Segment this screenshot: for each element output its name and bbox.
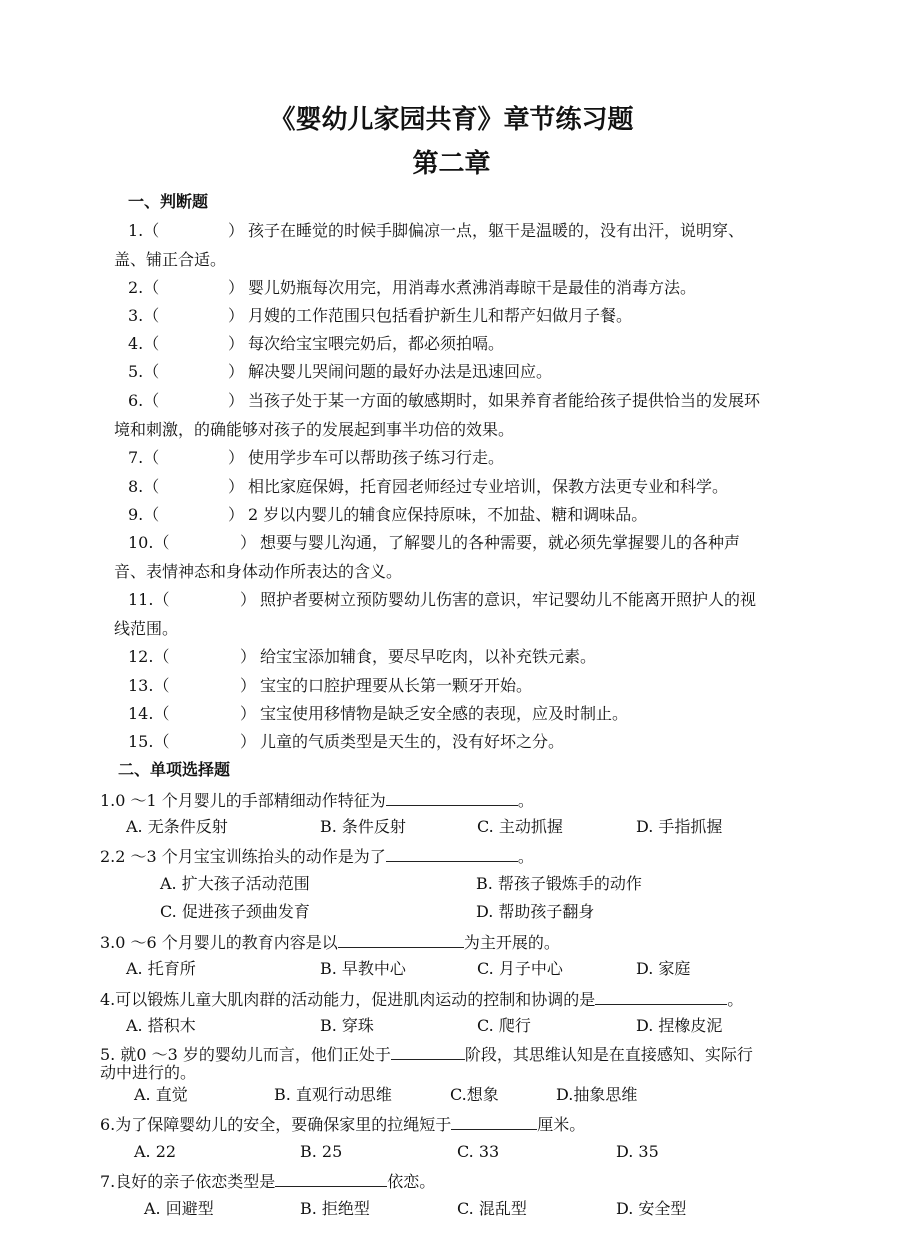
judgment-item xyxy=(128,647,597,667)
option: D. 安全型 xyxy=(616,1199,687,1218)
answer-blank[interactable] xyxy=(391,1043,465,1060)
option: C. 爬行 xyxy=(477,1016,531,1035)
item-text: 给宝宝添加辅食，要尽早吃肉，以补充铁元素。 xyxy=(260,647,597,666)
judgment-item xyxy=(128,505,648,525)
item-number: 11.（ xyxy=(128,590,170,609)
answer-paren: ） xyxy=(228,505,245,524)
option: A. 回避型 xyxy=(144,1199,214,1218)
option: D. 捏橡皮泥 xyxy=(636,1016,723,1035)
option: B. 穿珠 xyxy=(320,1016,374,1035)
option: B. 早教中心 xyxy=(320,959,406,978)
option: C. 混乱型 xyxy=(457,1199,527,1218)
question-text: 5. 就0 ～3 岁的婴幼儿而言，他们正处于 xyxy=(100,1045,391,1064)
answer-paren: ） xyxy=(240,647,257,666)
item-number: 10.（ xyxy=(128,533,170,552)
question-stem xyxy=(100,1043,753,1065)
answer-paren: ） xyxy=(228,448,245,467)
answer-blank[interactable] xyxy=(386,845,518,862)
option: B. 拒绝型 xyxy=(300,1199,370,1218)
question-text: 2.2 ～3 个月宝宝训练抬头的动作是为了 xyxy=(100,847,386,866)
option: A. 直觉 xyxy=(134,1085,188,1104)
question-text: 6.为了保障婴幼儿的安全，要确保家里的拉绳短于 xyxy=(100,1115,452,1134)
question-text-after: 阶段，其思维认知是在直接感知、实际行 xyxy=(464,1045,753,1064)
answer-paren: ） xyxy=(228,391,245,410)
answer-blank[interactable] xyxy=(595,988,727,1005)
item-number: 14.（ xyxy=(128,704,170,723)
item-text: 宝宝使用移情物是缺乏安全感的表现，应及时制止。 xyxy=(260,704,629,723)
answer-paren: ） xyxy=(240,590,257,609)
judgment-item xyxy=(128,221,745,241)
answer-blank[interactable] xyxy=(338,931,464,948)
page-title: 《婴幼儿家园共育》章节练习题 xyxy=(269,105,634,135)
judgment-item xyxy=(128,590,757,610)
option: A. 搭积木 xyxy=(126,1016,196,1035)
item-text: 月嫂的工作范围只包括看护新生儿和帮产妇做月子餐。 xyxy=(248,306,633,325)
item-text-continued: 音、表情神态和身体动作所表达的含义。 xyxy=(114,562,403,581)
item-text: 儿童的气质类型是天生的，没有好坏之分。 xyxy=(260,732,565,751)
question-text-after: 厘米。 xyxy=(537,1115,586,1134)
item-number: 5.（ xyxy=(128,362,160,381)
option: C. 主动抓握 xyxy=(477,817,563,836)
answer-paren: ） xyxy=(240,704,257,723)
answer-paren: ） xyxy=(228,221,245,240)
question-text-after: 。 xyxy=(517,847,534,866)
question-stem xyxy=(100,845,534,867)
item-text: 解决婴儿哭闹问题的最好办法是迅速回应。 xyxy=(248,362,553,381)
item-text: 婴儿奶瓶每次用完，用消毒水煮沸消毒晾干是最佳的消毒方法。 xyxy=(248,278,697,297)
option: B. 帮孩子锻炼手的动作 xyxy=(476,874,642,893)
option: B. 条件反射 xyxy=(320,817,406,836)
item-text: 当孩子处于某一方面的敏感期时，如果养育者能给孩子提供恰当的发展环 xyxy=(248,391,761,410)
question-text: 3.0 ～6 个月婴儿的教育内容是以 xyxy=(100,933,338,952)
answer-blank[interactable] xyxy=(451,1113,537,1130)
item-number: 7.（ xyxy=(128,448,160,467)
question-stem xyxy=(100,789,534,811)
judgment-item xyxy=(128,278,697,298)
answer-paren: ） xyxy=(228,362,245,381)
answer-paren: ） xyxy=(228,278,245,297)
item-number: 8.（ xyxy=(128,477,160,496)
item-number: 15.（ xyxy=(128,732,170,751)
answer-paren: ） xyxy=(240,732,257,751)
item-text-continued: 盖、铺正合适。 xyxy=(114,250,227,269)
option: A. 22 xyxy=(134,1142,177,1161)
question-text-after: 。 xyxy=(727,990,744,1009)
question-stem xyxy=(100,1170,435,1192)
item-number: 4.（ xyxy=(128,334,160,353)
item-text: 每次给宝宝喂完奶后，都必须拍嗝。 xyxy=(248,334,505,353)
option: D. 35 xyxy=(616,1142,659,1161)
chapter-title: 第二章 xyxy=(412,149,491,179)
judgment-item xyxy=(128,448,505,468)
answer-paren: ） xyxy=(228,477,245,496)
judgment-item xyxy=(128,334,505,354)
item-text: 宝宝的口腔护理要从长第一颗牙开始。 xyxy=(260,676,533,695)
answer-blank[interactable] xyxy=(386,789,518,806)
judgment-item xyxy=(128,362,553,382)
judgment-item xyxy=(128,306,633,326)
item-number: 13.（ xyxy=(128,676,170,695)
item-number: 3.（ xyxy=(128,306,160,325)
question-text-after: 。 xyxy=(517,791,534,810)
option: A. 无条件反射 xyxy=(126,817,228,836)
item-text: 照护者要树立预防婴幼儿伤害的意识，牢记婴幼儿不能离开照护人的视 xyxy=(260,590,757,609)
question-text-after: 为主开展的。 xyxy=(463,933,560,952)
section-heading-multiple-choice: 二、单项选择题 xyxy=(118,760,231,779)
question-text-continued: 动中进行的。 xyxy=(100,1063,197,1082)
option: B. 直观行动思维 xyxy=(274,1085,392,1104)
judgment-item xyxy=(128,704,629,724)
option: D.抽象思维 xyxy=(556,1085,638,1104)
answer-paren: ） xyxy=(228,306,245,325)
item-text-continued: 境和刺激，的确能够对孩子的发展起到事半功倍的效果。 xyxy=(114,420,515,439)
option: C.想象 xyxy=(450,1085,499,1104)
option: C. 月子中心 xyxy=(477,959,563,978)
item-number: 9.（ xyxy=(128,505,160,524)
item-text: 2 岁以内婴儿的辅食应保持原味，不加盐、糖和调味品。 xyxy=(248,505,648,524)
judgment-item xyxy=(128,477,729,497)
section-heading-true-false: 一、判断题 xyxy=(128,192,209,211)
item-text-continued: 线范围。 xyxy=(114,619,179,638)
question-text: 4.可以锻炼儿童大肌肉群的活动能力，促进肌肉运动的控制和协调的是 xyxy=(100,990,596,1009)
option: D. 家庭 xyxy=(636,959,691,978)
option: C. 促进孩子颈曲发育 xyxy=(160,902,310,921)
question-stem xyxy=(100,1113,585,1135)
judgment-item xyxy=(128,676,533,696)
item-number: 6.（ xyxy=(128,391,160,410)
question-text-after: 依恋。 xyxy=(387,1172,436,1191)
question-stem xyxy=(100,988,743,1010)
item-text: 相比家庭保姆，托育园老师经过专业培训，保教方法更专业和科学。 xyxy=(248,477,729,496)
answer-paren: ） xyxy=(240,533,257,552)
option: C. 33 xyxy=(457,1142,500,1161)
item-number: 1.（ xyxy=(128,221,160,240)
item-number: 2.（ xyxy=(128,278,160,297)
question-stem xyxy=(100,931,560,953)
answer-paren: ） xyxy=(228,334,245,353)
judgment-item xyxy=(128,391,761,411)
judgment-item xyxy=(128,732,565,752)
option: A. 托育所 xyxy=(126,959,196,978)
answer-paren: ） xyxy=(240,676,257,695)
option: B. 25 xyxy=(300,1142,343,1161)
item-number: 12.（ xyxy=(128,647,170,666)
judgment-item xyxy=(128,533,741,553)
question-text: 1.0 ～1 个月婴儿的手部精细动作特征为 xyxy=(100,791,386,810)
option: D. 帮助孩子翻身 xyxy=(476,902,595,921)
question-text: 7.良好的亲子依恋类型是 xyxy=(100,1172,276,1191)
item-text: 孩子在睡觉的时候手脚偏凉一点，躯干是温暖的，没有出汗，说明穿、 xyxy=(248,221,745,240)
item-text: 使用学步车可以帮助孩子练习行走。 xyxy=(248,448,505,467)
option: A. 扩大孩子活动范围 xyxy=(160,874,310,893)
answer-blank[interactable] xyxy=(275,1170,387,1187)
option: D. 手指抓握 xyxy=(636,817,723,836)
item-text: 想要与婴儿沟通，了解婴儿的各种需要，就必须先掌握婴儿的各种声 xyxy=(260,533,741,552)
